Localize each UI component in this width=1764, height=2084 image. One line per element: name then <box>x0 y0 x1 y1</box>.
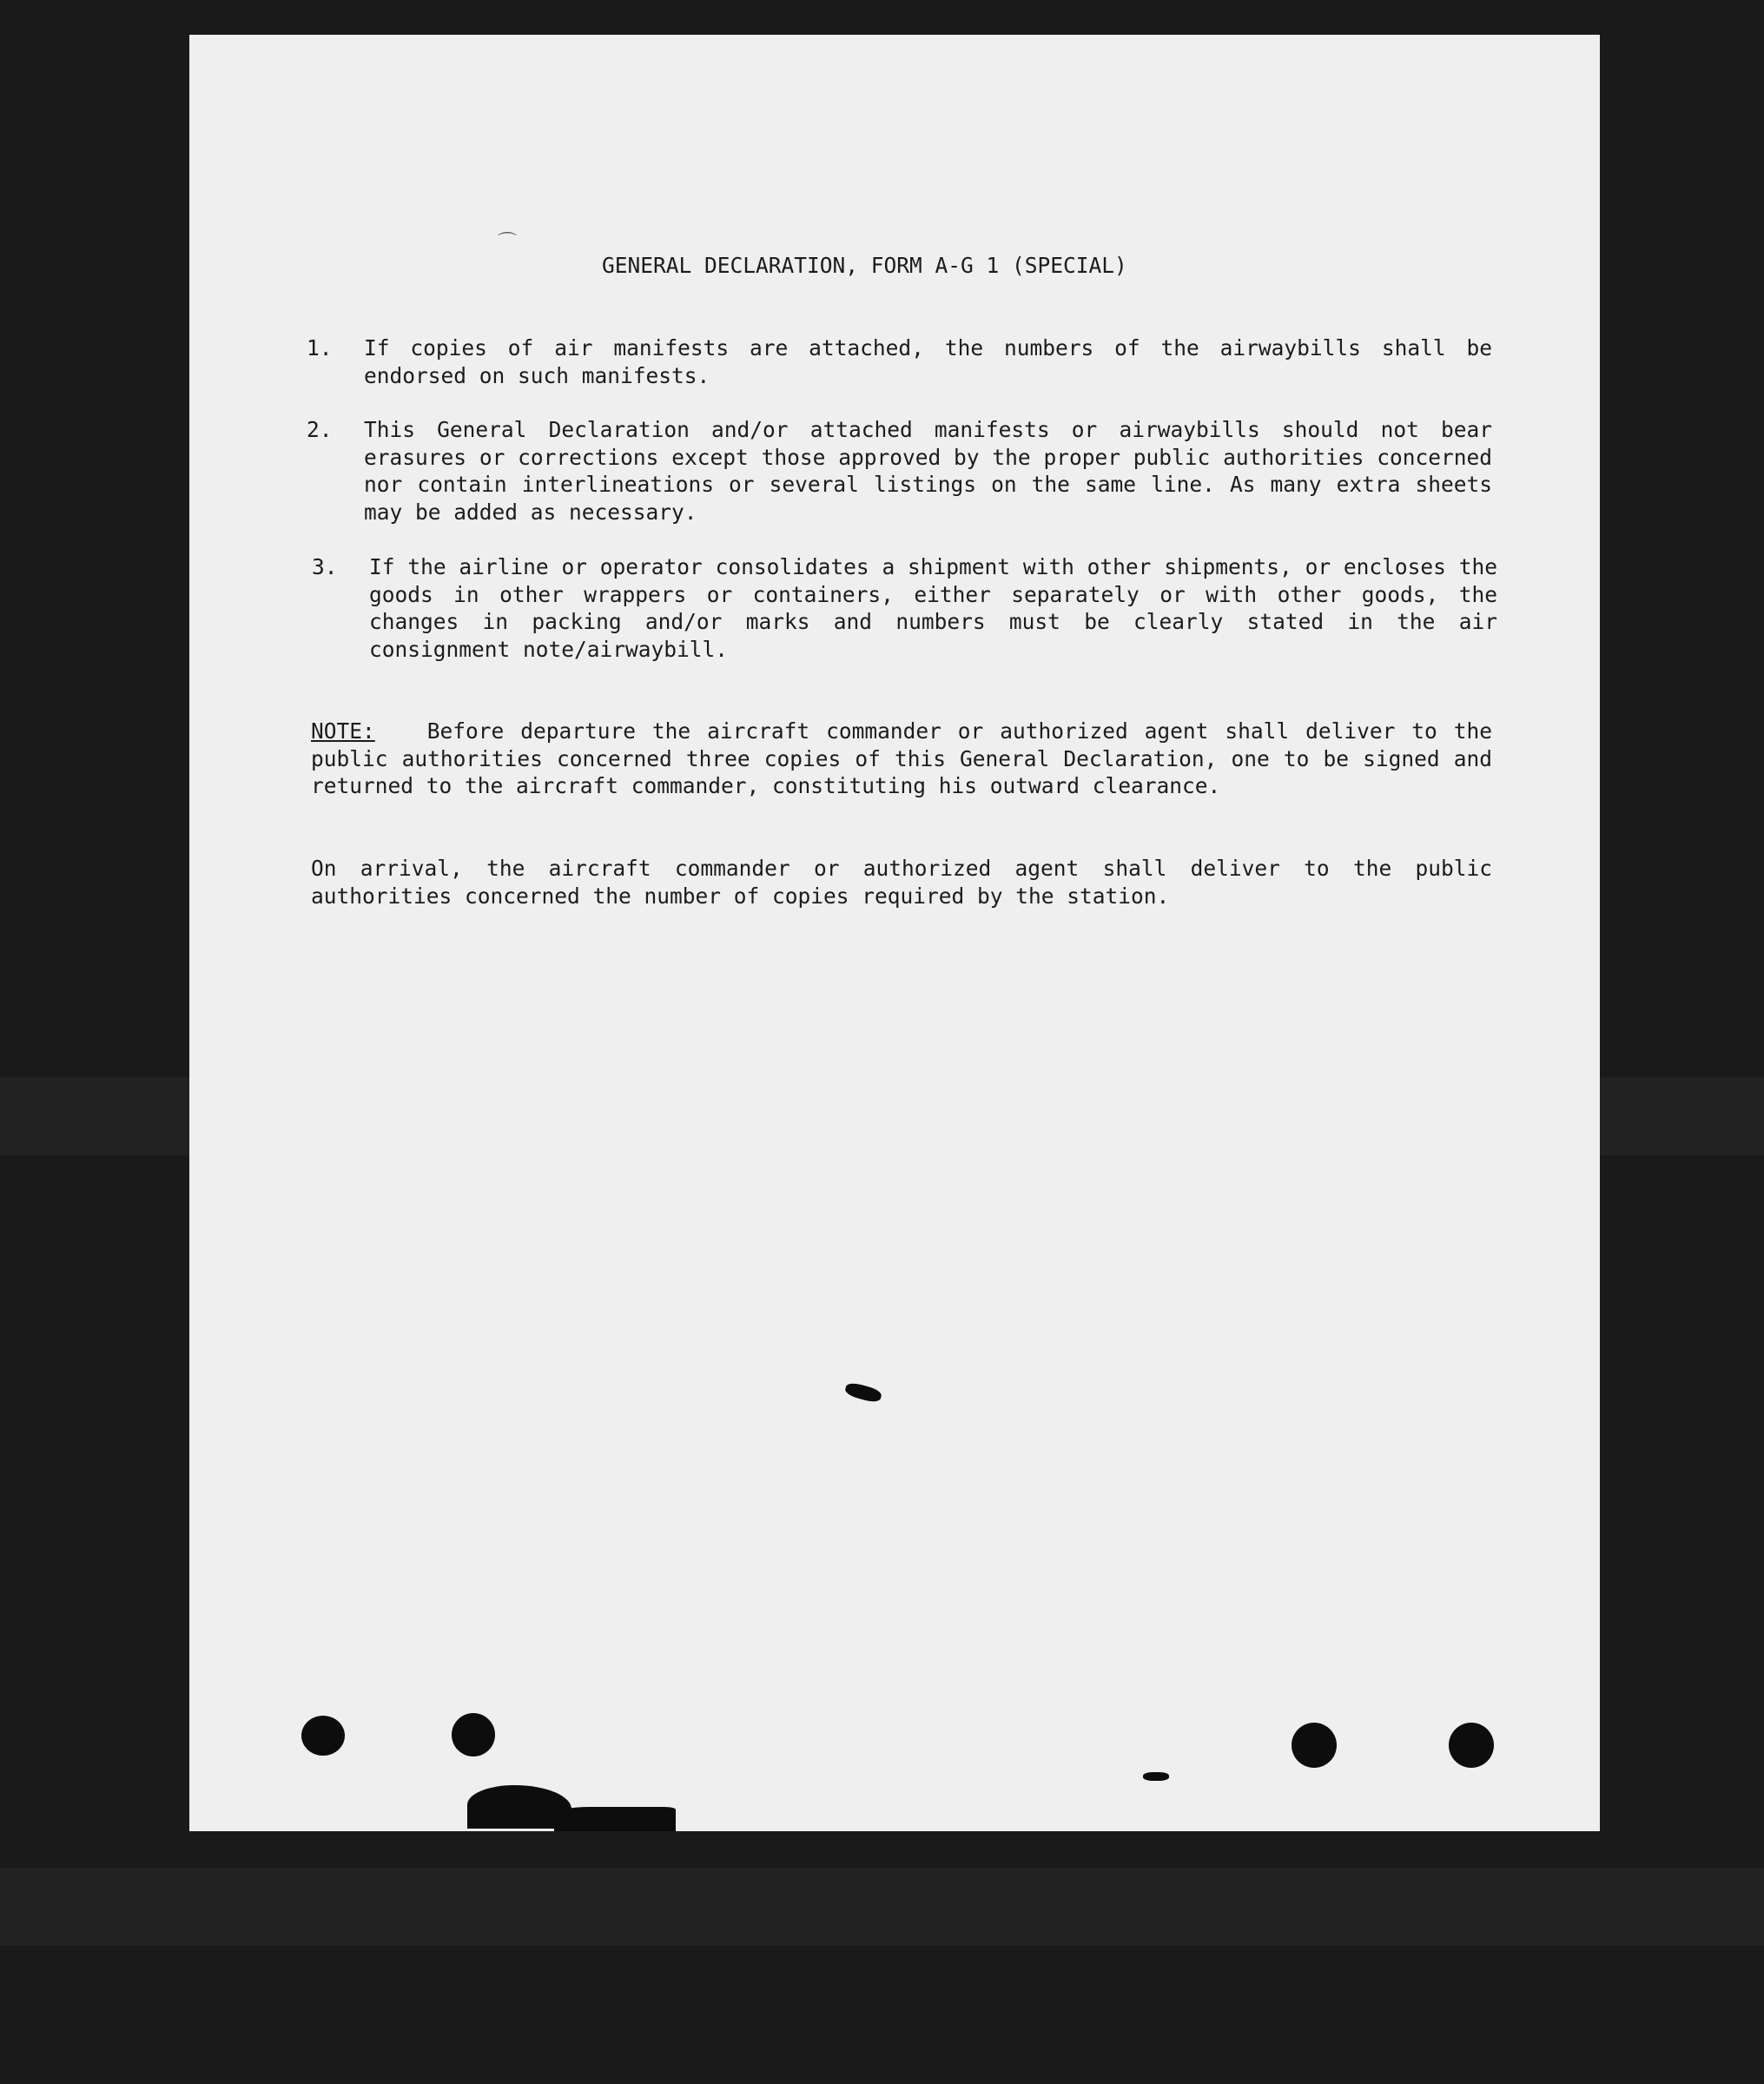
punch-hole <box>301 1716 345 1756</box>
item-number: 3. <box>312 554 338 579</box>
arrival-paragraph <box>311 855 1492 910</box>
item-text: If copies of air manifests are attached, the numbers of the airwaybills shall be endorsed on such manifests. <box>364 335 1492 388</box>
list-item <box>312 553 1497 663</box>
pencil-mark: ⌒ <box>498 232 518 254</box>
punch-hole <box>1292 1723 1337 1768</box>
note-text: Before departure the aircraft commander or authorized agent shall deliver to the public authorities concerned three copies of this General Declaration, one to be signed and returned to the aircraft commander, constituting his outward clearance. <box>311 718 1492 798</box>
punch-hole <box>452 1713 495 1757</box>
arrival-text: On arrival, the aircraft commander or authorized agent shall deliver to the public authorities concerned the number of copies required by the station. <box>311 856 1492 909</box>
list-item <box>307 416 1492 526</box>
document-title: GENERAL DECLARATION, FORM A-G 1 (SPECIAL) <box>602 253 1127 278</box>
punch-hole <box>1449 1723 1494 1768</box>
ink-spot <box>844 1381 883 1404</box>
scan-band <box>0 1868 1764 1946</box>
paper-sheet <box>189 35 1600 1831</box>
ink-stain <box>554 1807 676 1831</box>
item-number: 2. <box>307 417 333 442</box>
item-number: 1. <box>307 335 333 361</box>
note-label: NOTE: <box>311 718 375 744</box>
ink-spot <box>1143 1772 1169 1781</box>
list-item <box>307 334 1492 389</box>
item-text: If the airline or operator consolidates a shipment with other shipments, or encloses the goods in other wrappers or containers, either separately or with other goods, the changes in packing and/or marks and numbers must be clearly stated in the air consignment note/airwaybill. <box>369 554 1497 662</box>
note-paragraph <box>311 718 1492 800</box>
item-text: This General Declaration and/or attached manifests or airwaybills should not bear erasures or corrections except those approved by the proper public authorities concerned nor contain interlineations or several listings on the same line. As many extra sheets may be added as necessary. <box>364 417 1492 525</box>
